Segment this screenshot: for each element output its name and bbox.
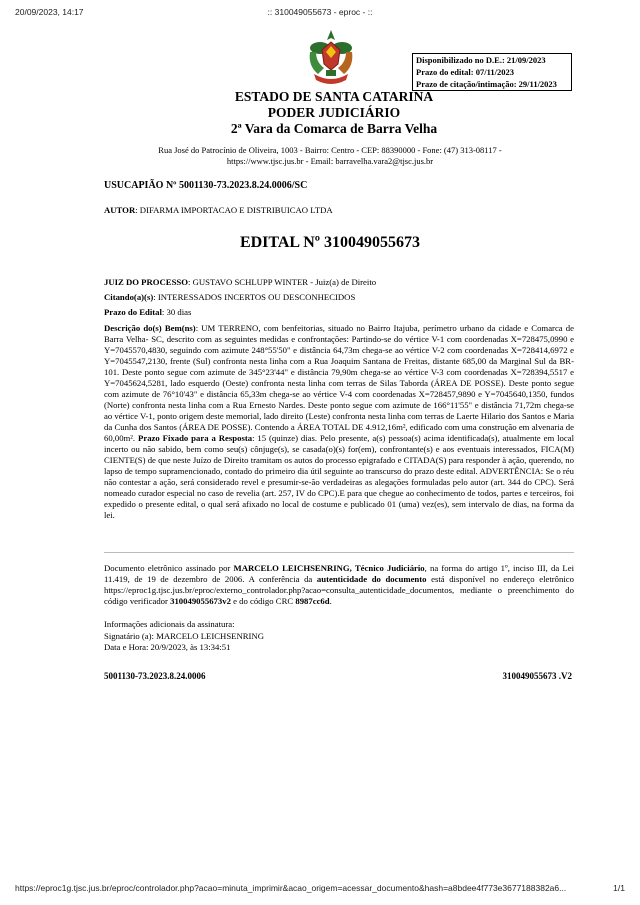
author-label: AUTOR <box>104 205 136 215</box>
signature-paragraph <box>104 563 574 607</box>
sig-crc: 8987cc6d <box>295 596 330 606</box>
info-signer: Signatário (a): MARCELO LEICHSENRING <box>104 630 264 641</box>
sig-text-2: , na forma do artigo 1º, inciso III, da Lei 11.419, de 19 de dezembro de 2006. A conferência da <box>104 563 574 584</box>
sig-text-3: está disponível no endereço eletrônico https://eproc1g.tjsc.jus.br/eproc/externo_controlador.php?acao=consulta_autenticidade_documentos, mediante o preenchimento do código verificador <box>104 574 574 606</box>
citation-deadline: Prazo de citação/intimação: 29/11/2023 <box>416 79 557 89</box>
process-number: 5001130-73.2023.8.24.0006 <box>104 671 206 681</box>
publication-box <box>412 53 572 91</box>
publication-date: Disponibilizado no D.E.: 21/09/2023 <box>416 55 546 65</box>
sig-text-4: e do código CRC <box>230 596 296 606</box>
sig-code: 310049055673v2 <box>170 596 231 606</box>
print-doc-title: :: 310049055673 - eproc - :: <box>267 7 373 17</box>
document-version: 310049055673 .V2 <box>502 671 572 681</box>
edital-title: EDITAL Nº 310049055673 <box>239 234 421 251</box>
divider <box>104 552 574 553</box>
sig-signer: MARCELO LEICHSENRING, Técnico Judiciário <box>233 563 425 573</box>
response-label: Prazo Fixado para a Resposta <box>138 433 253 443</box>
judge-value: : GUSTAVO SCHLUPP WINTER - Juiz(a) de Direito <box>188 277 377 287</box>
address-line-1: Rua José do Patrocínio de Oliveira, 1003 - Bairro: Centro - CEP: 88390000 - Fone: (47) 313-08117 - <box>158 145 502 155</box>
info-datetime: Data e Hora: 20/9/2023, às 13:34:51 <box>104 642 231 652</box>
judge-line <box>104 277 574 288</box>
sig-text-1: Documento eletrônico assinado por <box>104 563 234 573</box>
print-datetime: 20/09/2023, 14:17 <box>15 7 84 17</box>
print-url: https://eproc1g.tjsc.jus.br/eproc/controlador.php?acao=minuta_imprimir&acao_origem=acessar_documento&hash=a8bdee4f773e3677188382a6... <box>15 883 567 893</box>
print-footer <box>15 883 625 897</box>
author-value: : DIFARMA IMPORTACAO E DISTRIBUICAO LTDA <box>135 205 333 215</box>
deadline-value: : 30 dias <box>161 307 192 317</box>
author-line <box>104 205 574 216</box>
coat-of-arms-icon <box>302 28 360 90</box>
state-heading: ESTADO DE SANTA CATARINA <box>234 89 434 104</box>
page-count: 1/1 <box>613 883 625 893</box>
court-address <box>130 145 530 167</box>
power-heading: PODER JUDICIÁRIO <box>267 105 401 120</box>
cited-line <box>104 292 574 303</box>
deadline-label: Prazo do Edital <box>104 307 162 317</box>
sig-auth: autenticidade do documento <box>316 574 427 584</box>
cited-label: Citando(a)(s) <box>104 292 154 302</box>
edital-deadline: Prazo do edital: 07/11/2023 <box>416 67 514 77</box>
sig-text-5: . <box>329 596 332 606</box>
info-title: Informações adicionais da assinatura: <box>104 619 235 629</box>
property-description <box>104 323 574 521</box>
desc-label: Descrição do(s) Bem(ns) <box>104 323 196 333</box>
judge-label: JUIZ DO PROCESSO <box>104 277 188 287</box>
deadline-line <box>104 307 574 318</box>
address-line-2: https://www.tjsc.jus.br - Email: barravelha.vara2@tjsc.jus.br <box>226 156 434 166</box>
cited-value: : INTERESSADOS INCERTOS OU DESCONHECIDOS <box>153 292 356 302</box>
response-text: : 15 (quinze) dias. Pelo presente, a(s) pessoa(s) acima identificada(s), atualmente em local incerto ou não sabido, bem como seu(s) cônjuge(s), se casada(o)(s) for(em), confrontante(s) e aos eventuais interessados, FICA(M) CIENTE(S) de que neste Juízo de Direito tramitam os autos do processo epigrafado e CITADA(S) para responder à ação, querendo, no lapso de tempo supramencionado, contado do primeiro dia útil seguinte ao transcurso do prazo deste edital. ADVERTÊNCIA: Se o réu não contestar a ação, será considerado revel e presumir-se-ão verdadeiras as alegações formuladas pelo autor (art. 344 do CPC). Será nomeado curador especial no caso de revelia (art. 257, IV do CPC).E para que chegue ao conhecimento de todos, partes e terceiros, foi expedido o presente edital, o qual será afixado no local de costume e publicado 01 (uma) vez(es), sem intervalo de dias, na forma da lei. <box>104 433 575 520</box>
desc-text: : UM TERRENO, com benfeitorias, situado no Bairro Itajuba, perímetro urbano da cidade e Comarca de Barra Velha- SC, descrito com as seguintes medidas e confrontações: Partindo-se do vértice V-1 com coordenadas X=728475,0990 e Y=7045570,4830, seguindo com azimute 248°55'50" e distância 64,73m chega-se ao vértice V-2 com coordenadas X=728414,6972 e Y=7045547,2130, frente (Sul) confronta nesta linha com a Rua Joaquim Santana de Freitas, distante 685,00 da Marginal Sul da BR-101. Deste ponto segue com azimute de 345°23'44" e distância 79,90m chega-se ao vértice V-3 com coordenadas X=728394,5517 e Y=7045624,5281, lado esquerdo (Oeste) confronta nesta linha com terras de Silas Taborda (ÁREA DE POSSE). Deste ponto segue com azimute de 76°10'43" e distância 65,33m chega-se ao vértice V-4 com coordenadas X=728457,9890 e Y=7045640,1350, fundos (Norte) confronta nesta linha com a Rua Ernesto Nardes. Deste ponto segue com azimute de 166°11'55" e distância 71,72m chega-se ao vértice V-1, ponto origem deste memorial, lado direito (Leste) confronta nesta linha com terras de Laerte Hilario dos Santos e Maria da Cunha dos Santos (ÁREA DE POSSE). Contendo a ÁREA TOTAL DE 4.912,16m², edificado com uma construção em alvenaria de 60,00m². <box>104 323 575 443</box>
case-title: USUCAPIÃO Nº 5001130-73.2023.8.24.0006/SC <box>104 180 308 191</box>
court-heading: 2ª Vara da Comarca de Barra Velha <box>230 121 438 136</box>
print-header <box>15 7 625 21</box>
signature-info <box>104 619 574 654</box>
